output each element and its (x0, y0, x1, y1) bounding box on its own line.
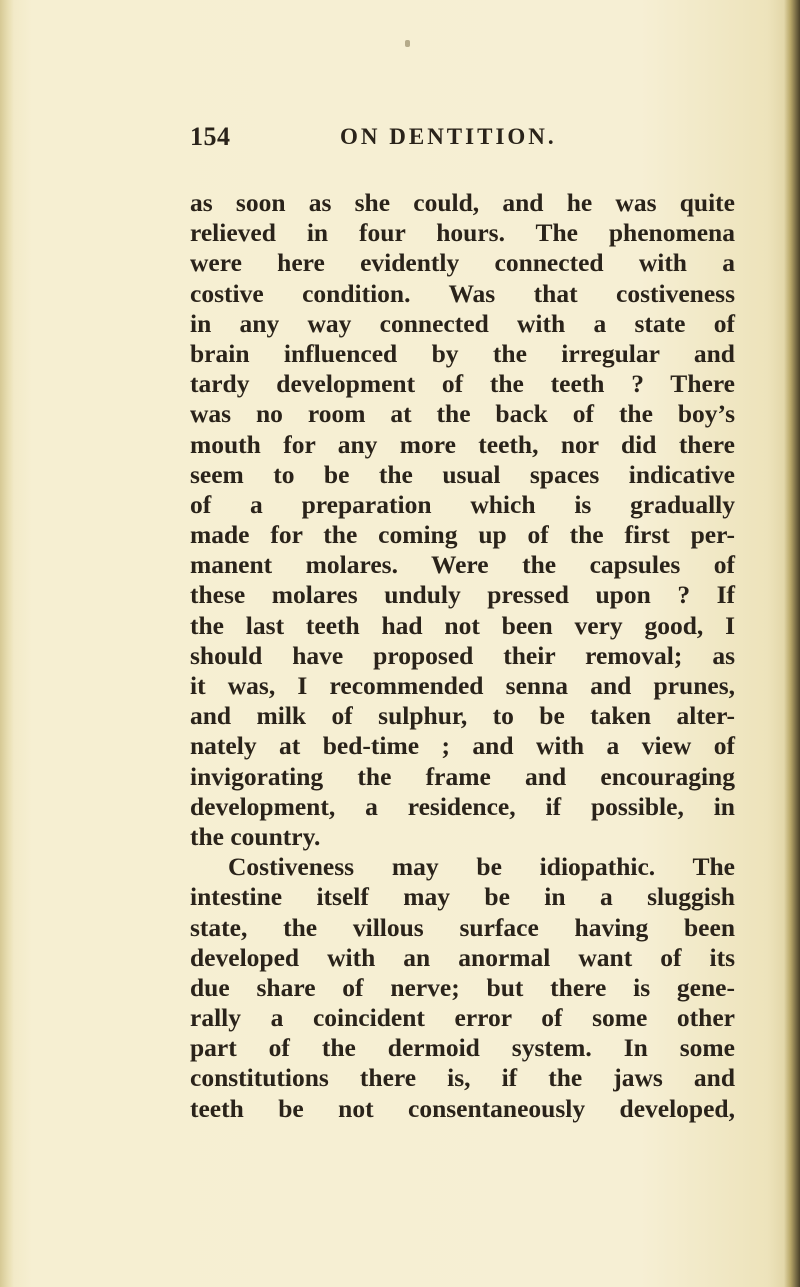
text-line: seem to be the usual spaces indicative (190, 459, 735, 489)
text-line: teeth be not consentaneously developed, (190, 1093, 735, 1123)
text-line: was no room at the back of the boy’s (190, 399, 735, 429)
text-line: were here evidently connected with a (190, 248, 735, 278)
text-line: brain influenced by the irregular and (190, 338, 735, 368)
text-line: due share of nerve; but there is gene- (190, 972, 735, 1002)
running-head: ON DENTITION. (340, 124, 557, 149)
text-line: as soon as she could, and he was quite (190, 188, 735, 217)
text-line: nately at bed-time ; and with a view of (190, 731, 735, 761)
text-line: tardy development of the teeth ? There (190, 369, 735, 399)
page-number: 154 (190, 122, 231, 151)
text-line: development, a residence, if possible, in (190, 791, 735, 821)
text-line: the last teeth had not been very good, I (190, 610, 735, 640)
text-line: should have proposed their removal; as (190, 640, 735, 670)
text-line: costive condition. Was that costiveness (190, 278, 735, 308)
text-line: manent molares. Were the capsules of (190, 550, 735, 580)
text-line: of a preparation which is gradually (190, 489, 735, 519)
text-line: and milk of sulphur, to be taken alter- (190, 701, 735, 731)
text-line: these molares unduly pressed upon ? If (190, 580, 735, 610)
text-line: rally a coincident error of some other (190, 1003, 735, 1033)
text-line: mouth for any more teeth, nor did there (190, 429, 735, 459)
text-line: invigorating the frame and encouraging (190, 761, 735, 791)
text-line: made for the coming up of the first per- (190, 520, 735, 550)
text-line: constitutions there is, if the jaws and (190, 1063, 735, 1093)
body-text (190, 188, 735, 1124)
page-left-edge (0, 0, 14, 1287)
page-header (190, 122, 730, 162)
text-line: relieved in four hours. The phenomena (190, 218, 735, 248)
text-line: developed with an anormal want of its (190, 942, 735, 972)
text-line: state, the villous surface having been (190, 912, 735, 942)
text-line: the country. (190, 821, 321, 851)
text-line: Costiveness may be idiopathic. The (228, 852, 735, 882)
text-line: part of the dermoid system. In some (190, 1033, 735, 1063)
ink-speck (405, 40, 410, 47)
text-line: it was, I recommended senna and prunes, (190, 671, 735, 700)
text-line: intestine itself may be in a sluggish (190, 882, 735, 912)
text-line: in any way connected with a state of (190, 308, 735, 338)
page-right-edge (784, 0, 800, 1287)
